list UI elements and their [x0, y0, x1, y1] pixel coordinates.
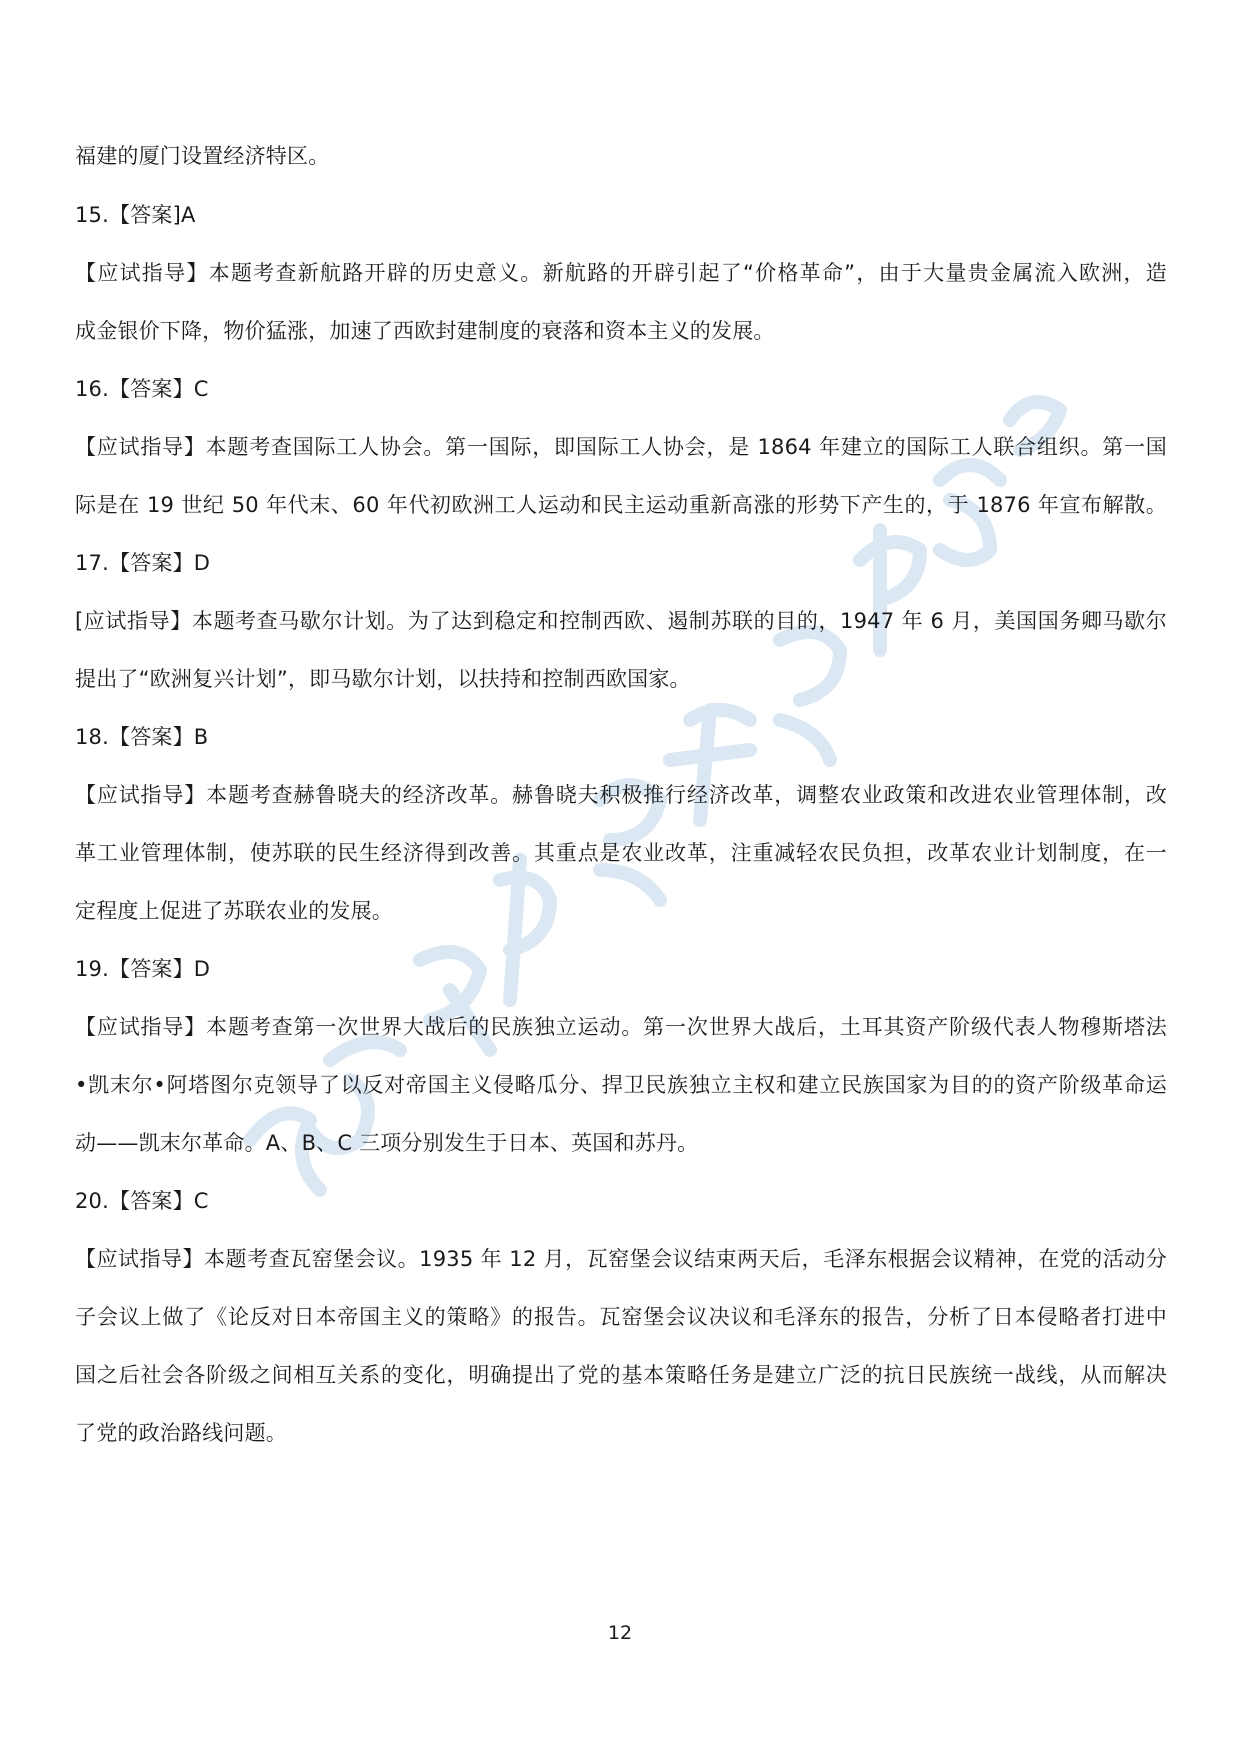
text-line: 提出了“欧洲复兴计划”，即马歇尔计划，以扶持和控制西欧国家。	[75, 667, 691, 691]
text-line: 成金银价下降，物价猛涨，加速了西欧封建制度的衰落和资本主义的发展。	[75, 319, 775, 343]
text-line: 【应试指导】本题考查国际工人协会。第一国际，即国际工人协会，是 1864 年建立的国际工人联合组织。第一国	[75, 435, 1167, 459]
answer-heading: 17.【答案】D	[75, 551, 211, 575]
text-line: 了党的政治路线问题。	[75, 1421, 287, 1445]
text-line: 际是在 19 世纪 50 年代末、60 年代初欧洲工人运动和民主运动重新高涨的形势下产生的，于 1876 年宣布解散。	[75, 493, 1167, 517]
text-line: 【应试指导】本题考查瓦窑堡会议。1935 年 12 月，瓦窑堡会议结束两天后，毛泽东根据会议精神，在党的活动分	[75, 1247, 1167, 1271]
text-line: 国之后社会各阶级之间相互关系的变化，明确提出了党的基本策略任务是建立广泛的抗日民族统一战线，从而解决	[75, 1363, 1167, 1387]
answer-heading: 19.【答案】D	[75, 957, 211, 981]
answer-heading: 18.【答案】B	[75, 725, 209, 749]
text-line: 【应试指导】本题考查赫鲁晓夫的经济改革。赫鲁晓夫积极推行经济改革，调整农业政策和改进农业管理体制，改	[75, 783, 1167, 807]
page-number: 12	[607, 1622, 633, 1644]
text-line: 子会议上做了《论反对日本帝国主义的策略》的报告。瓦窑堡会议决议和毛泽东的报告，分析了日本侵略者打进中	[75, 1305, 1167, 1329]
answer-heading: 20.【答案】C	[75, 1189, 209, 1213]
answer-heading: 16.【答案】C	[75, 377, 209, 401]
text-line: 革工业管理体制，使苏联的民生经济得到改善。其重点是农业改革，注重减轻农民负担，改革农业计划制度，在一	[75, 841, 1167, 865]
answer-heading: 15.【答案]A	[75, 203, 196, 227]
text-line: 福建的厦门设置经济特区。	[75, 144, 330, 168]
text-line: [应试指导】本题考查马歇尔计划。为了达到稳定和控制西欧、遏制苏联的目的，1947 年 6 月，美国国务卿马歇尔	[75, 609, 1167, 633]
text-line: 定程度上促进了苏联农业的发展。	[75, 899, 393, 923]
text-line: 动——凯末尔革命。A、B、C 三项分别发生于日本、英国和苏丹。	[75, 1131, 699, 1155]
text-line: •凯末尔•阿塔图尔克领导了以反对帝国主义侵略瓜分、捍卫民族独立主权和建立民族国家为目的的资产阶级革命运	[75, 1073, 1167, 1097]
text-line: 【应试指导】本题考查新航路开辟的历史意义。新航路的开辟引起了“价格革命”，由于大量贵金属流入欧洲，造	[75, 261, 1167, 285]
text-line: 【应试指导】本题考查第一次世界大战后的民族独立运动。第一次世界大战后，土耳其资产阶级代表人物穆斯塔法	[75, 1015, 1167, 1039]
